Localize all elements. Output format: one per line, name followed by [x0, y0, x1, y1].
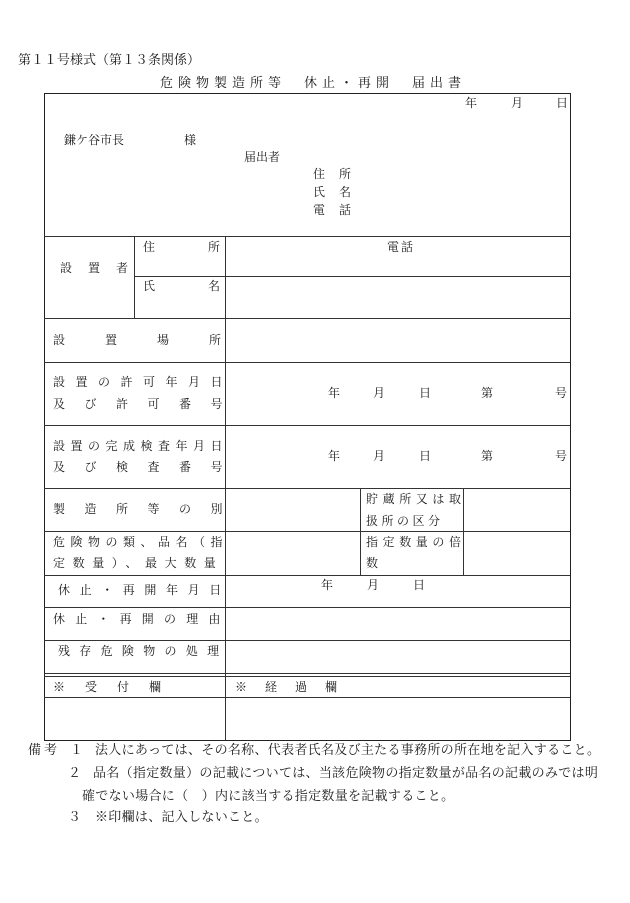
honorific: 様	[184, 133, 197, 147]
permit-label-line2: 及び許可番号	[53, 397, 243, 411]
note-1-text: 法人にあっては、その名称、代表者氏名及び主たる事務所の所在地を記入すること。	[95, 743, 601, 758]
inspection-number-suffix: 号	[555, 449, 568, 463]
notifier-name-label: 氏名	[313, 185, 366, 199]
permit-day: 日	[419, 386, 432, 400]
reason-label: 休止・再開の理由	[53, 612, 231, 626]
header-date-day: 日	[556, 96, 569, 110]
permit-label-line1: 設置の許可年月日	[53, 375, 234, 389]
rule-label-col	[225, 236, 226, 740]
form-number: 第１１号様式（第１３条関係）	[18, 53, 201, 68]
rule-installer-top	[44, 236, 570, 237]
note-2-text-line2: 確でない場合に（ ）内に該当する指定数量を記載すること。	[82, 789, 455, 804]
hazmat-label-line2: 定数量）、最大数量	[53, 556, 224, 570]
rule-remaining-top	[44, 640, 570, 641]
inspection-month: 月	[373, 449, 386, 463]
installer-name-label: 氏名	[143, 279, 274, 293]
note-2-text-line1: 品名（指定数量）の記載については、当該危険物の指定数量が品名の記載のみでは明	[93, 766, 599, 781]
permit-number-prefix: 第	[481, 386, 494, 400]
notes-label: 備考	[28, 743, 61, 758]
rule-installer-col	[134, 236, 135, 318]
suspend-resume-day: 日	[413, 578, 426, 592]
notifier-address-label: 住所	[313, 167, 366, 181]
form-title: 危険物製造所等 休止・再開 届出書	[160, 76, 467, 91]
storage-category-label-line1: 貯蔵所又は取	[366, 492, 466, 506]
inspection-label-line2: 及び検査番号	[53, 460, 243, 474]
rule-double-lower	[44, 676, 570, 677]
progress-label: ※経過欄	[235, 680, 356, 694]
header-date-month: 月	[511, 96, 524, 110]
notifier-phone-label: 電話	[313, 203, 366, 217]
rule-reason-top	[44, 607, 570, 608]
permit-month: 月	[373, 386, 386, 400]
inspection-number-prefix: 第	[481, 449, 494, 463]
addressee: 鎌ケ谷市長	[64, 133, 125, 147]
rule-mid-col-left	[360, 488, 361, 575]
header-date-year: 年	[465, 96, 478, 110]
rule-inspection-top	[44, 425, 570, 426]
rule-permit-top	[44, 362, 570, 363]
reception-label: ※受付欄	[53, 680, 182, 694]
designated-multiple-label-line2: 数	[366, 556, 379, 570]
rule-double-upper	[44, 673, 570, 674]
rule-facility-top	[44, 488, 570, 489]
suspend-resume-month: 月	[367, 578, 380, 592]
suspend-resume-date-label: 休止・再開年月日	[58, 583, 231, 597]
note-2-number: ２	[68, 766, 82, 781]
inspection-label-line1: 設置の完成検査年月日	[53, 439, 229, 453]
remaining-hazmat-label: 残存危険物の処理	[58, 644, 229, 658]
rule-location-top	[44, 318, 570, 319]
note-1-number: １	[70, 743, 84, 758]
permit-number-suffix: 号	[555, 386, 568, 400]
rule-date-top	[44, 575, 570, 576]
rule-office-use-split	[44, 697, 570, 698]
facility-type-label: 製造所等の別	[53, 502, 243, 516]
location-label: 設置場所	[53, 333, 262, 347]
storage-category-label-line2: 扱所の区分	[366, 514, 444, 528]
hazmat-label-line1: 危険物の類、品名（指	[53, 535, 229, 549]
suspend-resume-year: 年	[321, 578, 334, 592]
permit-year: 年	[328, 386, 341, 400]
designated-multiple-label-line1: 指定数量の倍	[366, 535, 466, 549]
notifier-label: 届出者	[244, 150, 281, 164]
inspection-day: 日	[419, 449, 432, 463]
installer-phone-label: 電話	[387, 240, 416, 254]
installer-address-label: 住所	[143, 240, 274, 254]
inspection-year: 年	[328, 449, 341, 463]
rule-installer-split	[134, 276, 570, 277]
note-3-number: ３	[68, 810, 82, 825]
note-3-text: ※印欄は、記入しないこと。	[95, 810, 268, 825]
installer-label: 設置者	[60, 261, 145, 275]
rule-hazmat-top	[44, 531, 570, 532]
